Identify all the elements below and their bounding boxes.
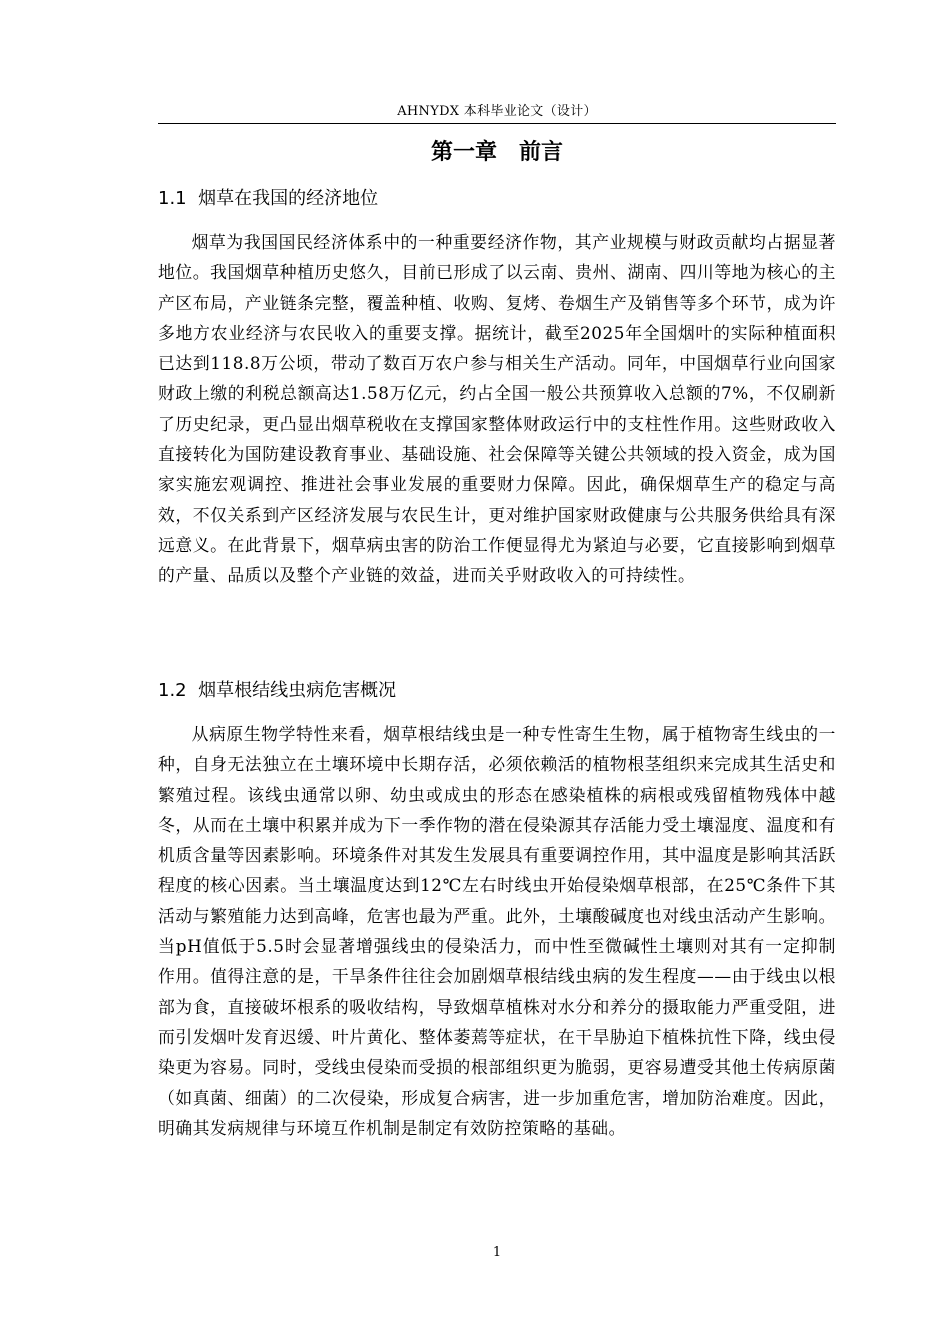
section-paragraph-1-2: 从病原生物学特性来看，烟草根结线虫是一种专性寄生生物，属于植物寄生线虫的一种，自身无法独立在土壤环境中长期存活，必须依赖活的植物根茎组织来完成其生活史和繁殖过程。该线虫通常以卵、幼虫或成虫的形态在感染植株的病根或残留植物残体中越冬，从而在土壤中积累并成为下一季作物的潜在侵染源其存活能力受土壤湿度、温度和有机质含量等因素影响。环境条件对其发生发展具有重要调控作用，其中温度是影响其活跃程度的核心因素。当土壤温度达到12℃左右时线虫开始侵染烟草根部，在25℃条件下其活动与繁殖能力达到高峰，危害也最为严重。此外，土壤酸碱度也对线虫活动产生影响。当pH值低于5.5时会显著增强线虫的侵染活力，而中性至微碱性土壤则对其有一定抑制作用。值得注意的是，干旱条件往往会加剧烟草根结线虫病的发生程度——由于线虫以根部为食，直接破坏根系的吸收结构，导致烟草植株对水分和养分的摄取能力严重受阻，进而引发烟叶发育迟缓、叶片黄化、整体萎蔫等症状，在干旱胁迫下植株抗性下降，线虫侵染更为容易。同时，受线虫侵染而受损的根部组织更为脆弱，更容易遭受其他土传病原菌（如真菌、细菌）的二次侵染，形成复合病害，进一步加重危害，增加防治难度。因此，明确其发病规律与环境互作机制是制定有效防控策略的基础。: [158, 724, 836, 1138]
section-paragraph-1-1: 烟草为我国国民经济体系中的一种重要经济作物，其产业规模与财政贡献均占据显著地位。我国烟草种植历史悠久，目前已形成了以云南、贵州、湖南、四川等地为核心的主产区布局，产业链条完整，覆盖种植、收购、复烤、卷烟生产及销售等多个环节，成为许多地方农业经济与农民收入的重要支撑。据统计，截至2025年全国烟叶的实际种植面积已达到118.8万公顷，带动了数百万农户参与相关生产活动。同年，中国烟草行业向国家财政上缴的利税总额高达1.58万亿元，约占全国一般公共预算收入总额的7%，不仅刷新了历史纪录，更凸显出烟草税收在支撑国家整体财政运行中的支柱性作用。这些财政收入直接转化为国防建设教育事业、基础设施、社会保障等关键公共领域的投入资金，成为国家实施宏观调控、推进社会事业发展的重要财力保障。因此，确保烟草生产的稳定与高效，不仅关系到产区经济发展与农民生计，更对维护国家财政健康与公共服务供给具有深远意义。在此背景下，烟草病虫害的防治工作便显得尤为紧迫与必要，它直接影响到烟草的产量、品质以及整个产业链的效益，进而关乎财政收入的可持续性。: [158, 232, 836, 586]
chapter-title: 第一章 前言: [430, 140, 563, 165]
section-heading-1-1: 1.1 烟草在我国的经济地位: [158, 188, 379, 209]
page-number: 1: [492, 1245, 502, 1260]
header-divider: [158, 123, 836, 124]
section-heading-1-2: 1.2 烟草根结线虫病危害概况: [158, 680, 397, 701]
running-header: AHNYDX 本科毕业论文（设计）: [397, 104, 597, 119]
